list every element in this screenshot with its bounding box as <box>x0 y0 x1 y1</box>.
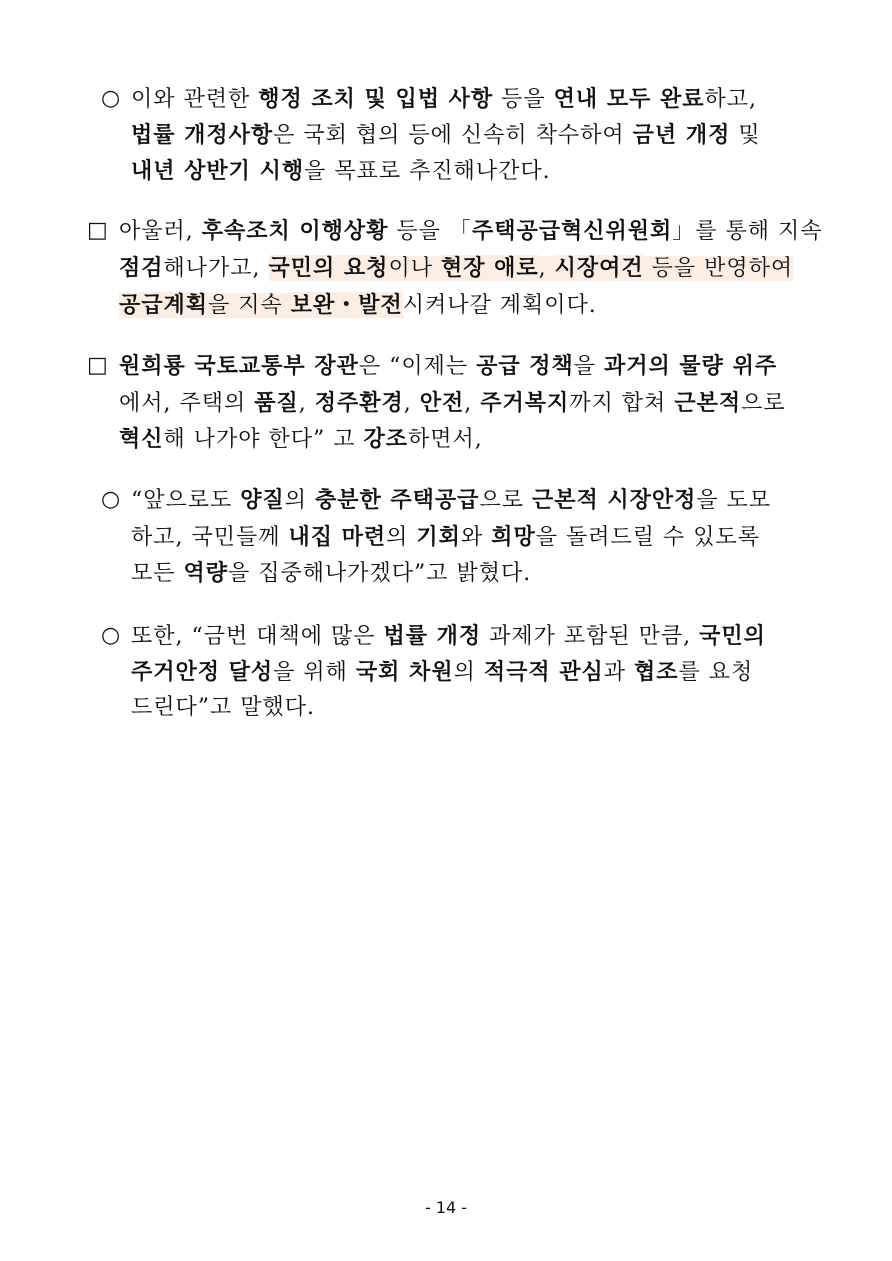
bold-text: 적극적 관심 <box>483 659 604 685</box>
text: 을 목표로 추진해나간다. <box>304 159 551 184</box>
bold-text: 주거복지 <box>480 390 570 416</box>
text: 은 “이제는 <box>358 354 477 379</box>
text: 등을 반영하여 <box>643 256 794 281</box>
bold-text: 기회 <box>416 524 461 550</box>
bold-text: 국민의 요청 <box>268 255 389 281</box>
bold-text: 과거의 물량 위주 <box>604 353 778 379</box>
text: 을 위해 <box>273 660 356 685</box>
line-text <box>119 348 777 385</box>
paragraph-line <box>0 81 892 117</box>
paragraph-line <box>0 117 892 153</box>
line-text <box>131 117 761 154</box>
text: 시켜나갈 계획이다. <box>402 293 597 318</box>
bold-text: 정주환경 <box>314 390 404 416</box>
bold-text: 원희룡 국토교통부 장관 <box>119 353 359 379</box>
bold-text: 내집 마련 <box>288 524 387 550</box>
bold-text: 공급계획 <box>119 292 209 318</box>
paragraph-line <box>0 250 892 286</box>
bold-text: 금년 개정 <box>632 122 731 148</box>
bold-text: 연내 모두 완료 <box>553 86 705 112</box>
text: 이와 관련한 <box>131 87 259 112</box>
line-text <box>131 519 760 556</box>
text: 해 나가야 한다” 고 <box>163 427 364 452</box>
paragraph-line <box>0 153 892 189</box>
text: 아울러, <box>119 219 202 244</box>
circle-bullet-icon: ○ <box>101 86 122 111</box>
paragraph-line <box>0 519 892 555</box>
bold-text: 협조 <box>634 659 679 685</box>
paragraph-line <box>0 555 892 591</box>
text: 을 지속 <box>208 293 291 318</box>
text: 와 <box>460 525 492 550</box>
bold-text: 근본적 <box>674 390 742 416</box>
line-text <box>131 618 766 655</box>
bold-text: 후속조치 이행상황 <box>201 218 389 244</box>
bold-text: 공급 정책 <box>476 353 574 379</box>
bold-text: 시장여건 <box>554 255 644 281</box>
text: , <box>464 391 481 416</box>
bold-text: 국회 차원 <box>355 659 454 685</box>
text: 으로 <box>479 488 532 513</box>
bold-text: 행정 조치 및 입법 사항 <box>258 86 494 112</box>
paragraph-line <box>0 213 892 249</box>
bold-text: 주거안정 달성 <box>131 659 274 685</box>
text: 또한, “금번 대책에 많은 <box>131 624 384 649</box>
square-bullet-icon: □ <box>87 353 109 378</box>
text: , <box>538 256 555 281</box>
line-text <box>131 654 753 691</box>
bold-text: 주택공급혁신위원회 <box>471 218 673 244</box>
bold-text: 국민의 <box>699 623 766 649</box>
text: 과제가 포함된 만큼, <box>481 624 700 649</box>
line-text <box>131 555 531 592</box>
text: 등을 <box>493 87 554 112</box>
circle-bullet-icon: ○ <box>101 623 122 648</box>
bold-text: 내년 상반기 시행 <box>131 158 305 184</box>
paragraph-line <box>0 348 892 384</box>
paragraph-line <box>0 385 892 421</box>
square-bullet-icon: □ <box>87 218 109 243</box>
line-text <box>131 690 315 726</box>
paragraph-line <box>0 287 892 323</box>
text: 이나 <box>388 256 441 281</box>
text: 에서, 주택의 <box>119 391 255 416</box>
text: 으로 <box>741 391 786 416</box>
bold-text: 강조 <box>363 426 409 452</box>
text: 을 <box>573 354 605 379</box>
text: 를 요청 <box>678 660 754 685</box>
text: 은 국회 협의 등에 신속히 착수하여 <box>273 123 633 148</box>
bold-text: 법률 개정 <box>383 623 482 649</box>
line-text <box>119 287 597 324</box>
bold-text: 희망 <box>491 524 536 550</box>
page-number: - 14 - <box>424 1198 468 1217</box>
text: 까지 합쳐 <box>569 391 675 416</box>
bold-text: 양질 <box>240 487 285 513</box>
bold-text: 보완・발전 <box>290 292 403 318</box>
line-text <box>119 421 483 458</box>
bold-text: 현장 애로 <box>440 255 539 281</box>
text: , <box>298 391 315 416</box>
bold-text: 법률 개정사항 <box>131 122 274 148</box>
text: 하고, 국민들께 <box>131 525 289 550</box>
paragraph-line <box>0 482 892 518</box>
text: 하면서, <box>408 427 483 452</box>
paragraph-line <box>0 654 892 690</box>
text: 의 <box>284 488 316 513</box>
paragraph-line <box>0 690 892 726</box>
line-text <box>131 81 757 118</box>
bold-text: 역량 <box>183 560 229 586</box>
text: 드린다”고 말했다. <box>131 695 315 720</box>
circle-bullet-icon: ○ <box>101 487 122 512</box>
paragraph-line <box>0 618 892 654</box>
text: “앞으로도 <box>131 488 241 513</box>
text: 을 돌려드릴 수 있도록 <box>535 525 760 550</box>
text: 을 집중해나가겠다”고 밝혔다. <box>228 561 532 586</box>
line-text <box>119 213 822 250</box>
text: , <box>403 391 420 416</box>
bold-text: 충분한 주택공급 <box>315 487 480 513</box>
text: 을 도모 <box>696 488 772 513</box>
bold-text: 근본적 시장안정 <box>531 487 697 513</box>
line-text <box>119 250 793 287</box>
bold-text: 안전 <box>419 390 465 416</box>
text: 및 <box>730 123 761 148</box>
text: 과 <box>603 660 635 685</box>
paragraph-line <box>0 421 892 457</box>
bold-text: 품질 <box>254 390 299 416</box>
bold-text: 혁신 <box>119 426 164 452</box>
line-text <box>119 385 786 422</box>
bold-text: 점검 <box>119 255 164 281</box>
line-text <box>131 482 771 519</box>
text: 등을 「 <box>388 219 472 244</box>
line-text <box>131 153 551 190</box>
text: 하고, <box>704 87 757 112</box>
text: 모든 <box>131 561 184 586</box>
text: 의 <box>453 660 484 685</box>
text: 의 <box>386 525 417 550</box>
text: 해나가고, <box>163 256 269 281</box>
text: 」를 통해 지속 <box>672 219 823 244</box>
